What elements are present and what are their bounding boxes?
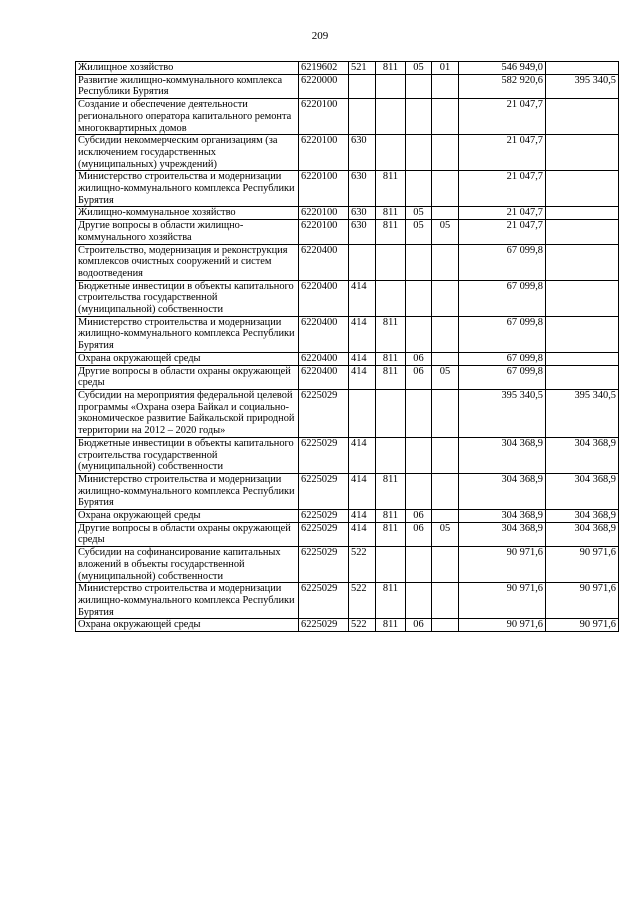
section-cell bbox=[406, 547, 432, 583]
subsection-cell: 05 bbox=[432, 522, 459, 546]
amount-total-cell: 67 099,8 bbox=[459, 244, 546, 280]
table-row bbox=[76, 244, 619, 280]
section-cell bbox=[406, 389, 432, 437]
row-name-cell: Развитие жилищно-коммунального комплекса Республики Бурятия bbox=[76, 74, 299, 98]
ministry-code-cell: 811 bbox=[376, 316, 406, 352]
target-article-cell: 6225029 bbox=[299, 473, 349, 509]
ministry-code-cell: 811 bbox=[376, 473, 406, 509]
target-article-cell: 6225029 bbox=[299, 522, 349, 546]
target-article-cell: 6225029 bbox=[299, 619, 349, 632]
expense-type-cell: 522 bbox=[349, 583, 376, 619]
section-cell: 05 bbox=[406, 220, 432, 244]
expense-type-cell: 522 bbox=[349, 619, 376, 632]
target-article-cell: 6220100 bbox=[299, 220, 349, 244]
ministry-code-cell: 811 bbox=[376, 171, 406, 207]
row-name-cell: Другие вопросы в области жилищно-коммунального хозяйства bbox=[76, 220, 299, 244]
section-cell: 05 bbox=[406, 207, 432, 220]
amount-total-cell: 90 971,6 bbox=[459, 547, 546, 583]
subsection-cell bbox=[432, 389, 459, 437]
target-article-cell: 6220100 bbox=[299, 135, 349, 171]
row-name-cell: Строительство, модернизация и реконструкция комплексов очистных сооружений и систем водоотведения bbox=[76, 244, 299, 280]
budget-table-body bbox=[76, 62, 619, 632]
section-cell bbox=[406, 473, 432, 509]
amount-federal-cell bbox=[546, 244, 619, 280]
ministry-code-cell: 811 bbox=[376, 62, 406, 75]
section-cell: 06 bbox=[406, 522, 432, 546]
table-row bbox=[76, 510, 619, 523]
row-name-cell: Субсидии некоммерческим организациям (за исключением государственных (муниципальных) учреждений) bbox=[76, 135, 299, 171]
amount-federal-cell bbox=[546, 352, 619, 365]
section-cell: 05 bbox=[406, 62, 432, 75]
target-article-cell: 6219602 bbox=[299, 62, 349, 75]
table-row bbox=[76, 352, 619, 365]
target-article-cell: 6225029 bbox=[299, 389, 349, 437]
target-article-cell: 6220100 bbox=[299, 171, 349, 207]
expense-type-cell: 630 bbox=[349, 135, 376, 171]
ministry-code-cell bbox=[376, 437, 406, 473]
expense-type-cell: 414 bbox=[349, 365, 376, 389]
ministry-code-cell: 811 bbox=[376, 365, 406, 389]
row-name-cell: Бюджетные инвестиции в объекты капитального строительства государственной (муниципальной) собственности bbox=[76, 437, 299, 473]
section-cell bbox=[406, 99, 432, 135]
subsection-cell bbox=[432, 135, 459, 171]
row-name-cell: Бюджетные инвестиции в объекты капитального строительства государственной (муниципальной) собственности bbox=[76, 280, 299, 316]
row-name-cell: Жилищное хозяйство bbox=[76, 62, 299, 75]
ministry-code-cell: 811 bbox=[376, 619, 406, 632]
amount-federal-cell: 304 368,9 bbox=[546, 510, 619, 523]
target-article-cell: 6225029 bbox=[299, 437, 349, 473]
amount-total-cell: 67 099,8 bbox=[459, 280, 546, 316]
amount-federal-cell bbox=[546, 135, 619, 171]
amount-federal-cell: 304 368,9 bbox=[546, 437, 619, 473]
ministry-code-cell: 811 bbox=[376, 220, 406, 244]
section-cell bbox=[406, 244, 432, 280]
expense-type-cell: 414 bbox=[349, 352, 376, 365]
table-row bbox=[76, 365, 619, 389]
amount-federal-cell: 395 340,5 bbox=[546, 389, 619, 437]
amount-total-cell: 90 971,6 bbox=[459, 619, 546, 632]
section-cell bbox=[406, 437, 432, 473]
row-name-cell: Министерство строительства и модернизации жилищно-коммунального комплекса Республики Бурятия bbox=[76, 316, 299, 352]
amount-federal-cell: 90 971,6 bbox=[546, 619, 619, 632]
expense-type-cell: 414 bbox=[349, 510, 376, 523]
target-article-cell: 6220400 bbox=[299, 244, 349, 280]
table-row bbox=[76, 389, 619, 437]
section-cell bbox=[406, 316, 432, 352]
ministry-code-cell: 811 bbox=[376, 583, 406, 619]
amount-total-cell: 582 920,6 bbox=[459, 74, 546, 98]
target-article-cell: 6220000 bbox=[299, 74, 349, 98]
expense-type-cell: 630 bbox=[349, 171, 376, 207]
amount-total-cell: 21 047,7 bbox=[459, 220, 546, 244]
table-row bbox=[76, 522, 619, 546]
subsection-cell: 01 bbox=[432, 62, 459, 75]
section-cell bbox=[406, 135, 432, 171]
ministry-code-cell bbox=[376, 99, 406, 135]
amount-federal-cell bbox=[546, 207, 619, 220]
subsection-cell bbox=[432, 74, 459, 98]
expense-type-cell: 414 bbox=[349, 473, 376, 509]
subsection-cell bbox=[432, 99, 459, 135]
amount-total-cell: 67 099,8 bbox=[459, 316, 546, 352]
expense-type-cell: 522 bbox=[349, 547, 376, 583]
expense-type-cell: 414 bbox=[349, 437, 376, 473]
amount-total-cell: 21 047,7 bbox=[459, 207, 546, 220]
subsection-cell bbox=[432, 437, 459, 473]
ministry-code-cell: 811 bbox=[376, 352, 406, 365]
subsection-cell bbox=[432, 547, 459, 583]
section-cell: 06 bbox=[406, 510, 432, 523]
amount-total-cell: 304 368,9 bbox=[459, 437, 546, 473]
target-article-cell: 6220100 bbox=[299, 207, 349, 220]
amount-federal-cell bbox=[546, 280, 619, 316]
amount-federal-cell bbox=[546, 220, 619, 244]
table-row bbox=[76, 473, 619, 509]
table-row bbox=[76, 99, 619, 135]
table-row bbox=[76, 547, 619, 583]
ministry-code-cell bbox=[376, 74, 406, 98]
subsection-cell bbox=[432, 510, 459, 523]
amount-federal-cell: 90 971,6 bbox=[546, 583, 619, 619]
row-name-cell: Субсидии на софинансирование капитальных вложений в объекты государственной (муниципальной) собственности bbox=[76, 547, 299, 583]
section-cell: 06 bbox=[406, 365, 432, 389]
row-name-cell: Министерство строительства и модернизации жилищно-коммунального комплекса Республики Бурятия bbox=[76, 583, 299, 619]
table-row bbox=[76, 280, 619, 316]
expense-type-cell: 414 bbox=[349, 316, 376, 352]
amount-total-cell: 90 971,6 bbox=[459, 583, 546, 619]
amount-federal-cell bbox=[546, 171, 619, 207]
expense-type-cell bbox=[349, 99, 376, 135]
page-number: 209 bbox=[311, 30, 329, 42]
expense-type-cell bbox=[349, 244, 376, 280]
expense-type-cell: 414 bbox=[349, 280, 376, 316]
row-name-cell: Создание и обеспечение деятельности регионального оператора капитального ремонта многоквартирных домов bbox=[76, 99, 299, 135]
section-cell bbox=[406, 74, 432, 98]
section-cell: 06 bbox=[406, 352, 432, 365]
subsection-cell: 05 bbox=[432, 220, 459, 244]
amount-total-cell: 395 340,5 bbox=[459, 389, 546, 437]
table-row bbox=[76, 583, 619, 619]
budget-table bbox=[75, 61, 619, 632]
row-name-cell: Министерство строительства и модернизации жилищно-коммунального комплекса Республики Бурятия bbox=[76, 171, 299, 207]
subsection-cell bbox=[432, 619, 459, 632]
ministry-code-cell bbox=[376, 244, 406, 280]
ministry-code-cell: 811 bbox=[376, 207, 406, 220]
subsection-cell bbox=[432, 244, 459, 280]
row-name-cell: Охрана окружающей среды bbox=[76, 619, 299, 632]
ministry-code-cell: 811 bbox=[376, 522, 406, 546]
table-row bbox=[76, 316, 619, 352]
subsection-cell bbox=[432, 280, 459, 316]
amount-total-cell: 304 368,9 bbox=[459, 510, 546, 523]
table-row bbox=[76, 171, 619, 207]
amount-federal-cell bbox=[546, 99, 619, 135]
amount-total-cell: 304 368,9 bbox=[459, 473, 546, 509]
ministry-code-cell: 811 bbox=[376, 510, 406, 523]
amount-federal-cell: 395 340,5 bbox=[546, 74, 619, 98]
amount-federal-cell bbox=[546, 365, 619, 389]
amount-total-cell: 21 047,7 bbox=[459, 99, 546, 135]
subsection-cell: 05 bbox=[432, 365, 459, 389]
row-name-cell: Другие вопросы в области охраны окружающей среды bbox=[76, 365, 299, 389]
table-row bbox=[76, 437, 619, 473]
amount-total-cell: 67 099,8 bbox=[459, 352, 546, 365]
amount-federal-cell bbox=[546, 62, 619, 75]
target-article-cell: 6220400 bbox=[299, 280, 349, 316]
section-cell bbox=[406, 280, 432, 316]
target-article-cell: 6225029 bbox=[299, 583, 349, 619]
amount-total-cell: 21 047,7 bbox=[459, 171, 546, 207]
row-name-cell: Министерство строительства и модернизации жилищно-коммунального комплекса Республики Бурятия bbox=[76, 473, 299, 509]
amount-total-cell: 21 047,7 bbox=[459, 135, 546, 171]
target-article-cell: 6225029 bbox=[299, 547, 349, 583]
ministry-code-cell bbox=[376, 547, 406, 583]
expense-type-cell: 521 bbox=[349, 62, 376, 75]
target-article-cell: 6220400 bbox=[299, 316, 349, 352]
amount-total-cell: 546 949,0 bbox=[459, 62, 546, 75]
table-row bbox=[76, 619, 619, 632]
subsection-cell bbox=[432, 352, 459, 365]
table-row bbox=[76, 207, 619, 220]
subsection-cell bbox=[432, 473, 459, 509]
section-cell bbox=[406, 583, 432, 619]
row-name-cell: Субсидии на мероприятия федеральной целевой программы «Охрана озера Байкал и социально-экономическое развитие Байкальской природной территории на 2012 – 2020 годы» bbox=[76, 389, 299, 437]
amount-federal-cell: 304 368,9 bbox=[546, 522, 619, 546]
expense-type-cell bbox=[349, 389, 376, 437]
section-cell bbox=[406, 171, 432, 207]
amount-total-cell: 304 368,9 bbox=[459, 522, 546, 546]
ministry-code-cell bbox=[376, 280, 406, 316]
subsection-cell bbox=[432, 583, 459, 619]
amount-federal-cell: 304 368,9 bbox=[546, 473, 619, 509]
amount-total-cell: 67 099,8 bbox=[459, 365, 546, 389]
amount-federal-cell: 90 971,6 bbox=[546, 547, 619, 583]
target-article-cell: 6225029 bbox=[299, 510, 349, 523]
section-cell: 06 bbox=[406, 619, 432, 632]
ministry-code-cell bbox=[376, 135, 406, 171]
table-row bbox=[76, 135, 619, 171]
subsection-cell bbox=[432, 207, 459, 220]
row-name-cell: Жилищно-коммунальное хозяйство bbox=[76, 207, 299, 220]
target-article-cell: 6220400 bbox=[299, 352, 349, 365]
expense-type-cell bbox=[349, 74, 376, 98]
ministry-code-cell bbox=[376, 389, 406, 437]
table-row bbox=[76, 62, 619, 75]
row-name-cell: Другие вопросы в области охраны окружающей среды bbox=[76, 522, 299, 546]
expense-type-cell: 630 bbox=[349, 207, 376, 220]
subsection-cell bbox=[432, 316, 459, 352]
table-row bbox=[76, 74, 619, 98]
target-article-cell: 6220400 bbox=[299, 365, 349, 389]
expense-type-cell: 630 bbox=[349, 220, 376, 244]
amount-federal-cell bbox=[546, 316, 619, 352]
subsection-cell bbox=[432, 171, 459, 207]
row-name-cell: Охрана окружающей среды bbox=[76, 510, 299, 523]
expense-type-cell: 414 bbox=[349, 522, 376, 546]
target-article-cell: 6220100 bbox=[299, 99, 349, 135]
table-row bbox=[76, 220, 619, 244]
row-name-cell: Охрана окружающей среды bbox=[76, 352, 299, 365]
